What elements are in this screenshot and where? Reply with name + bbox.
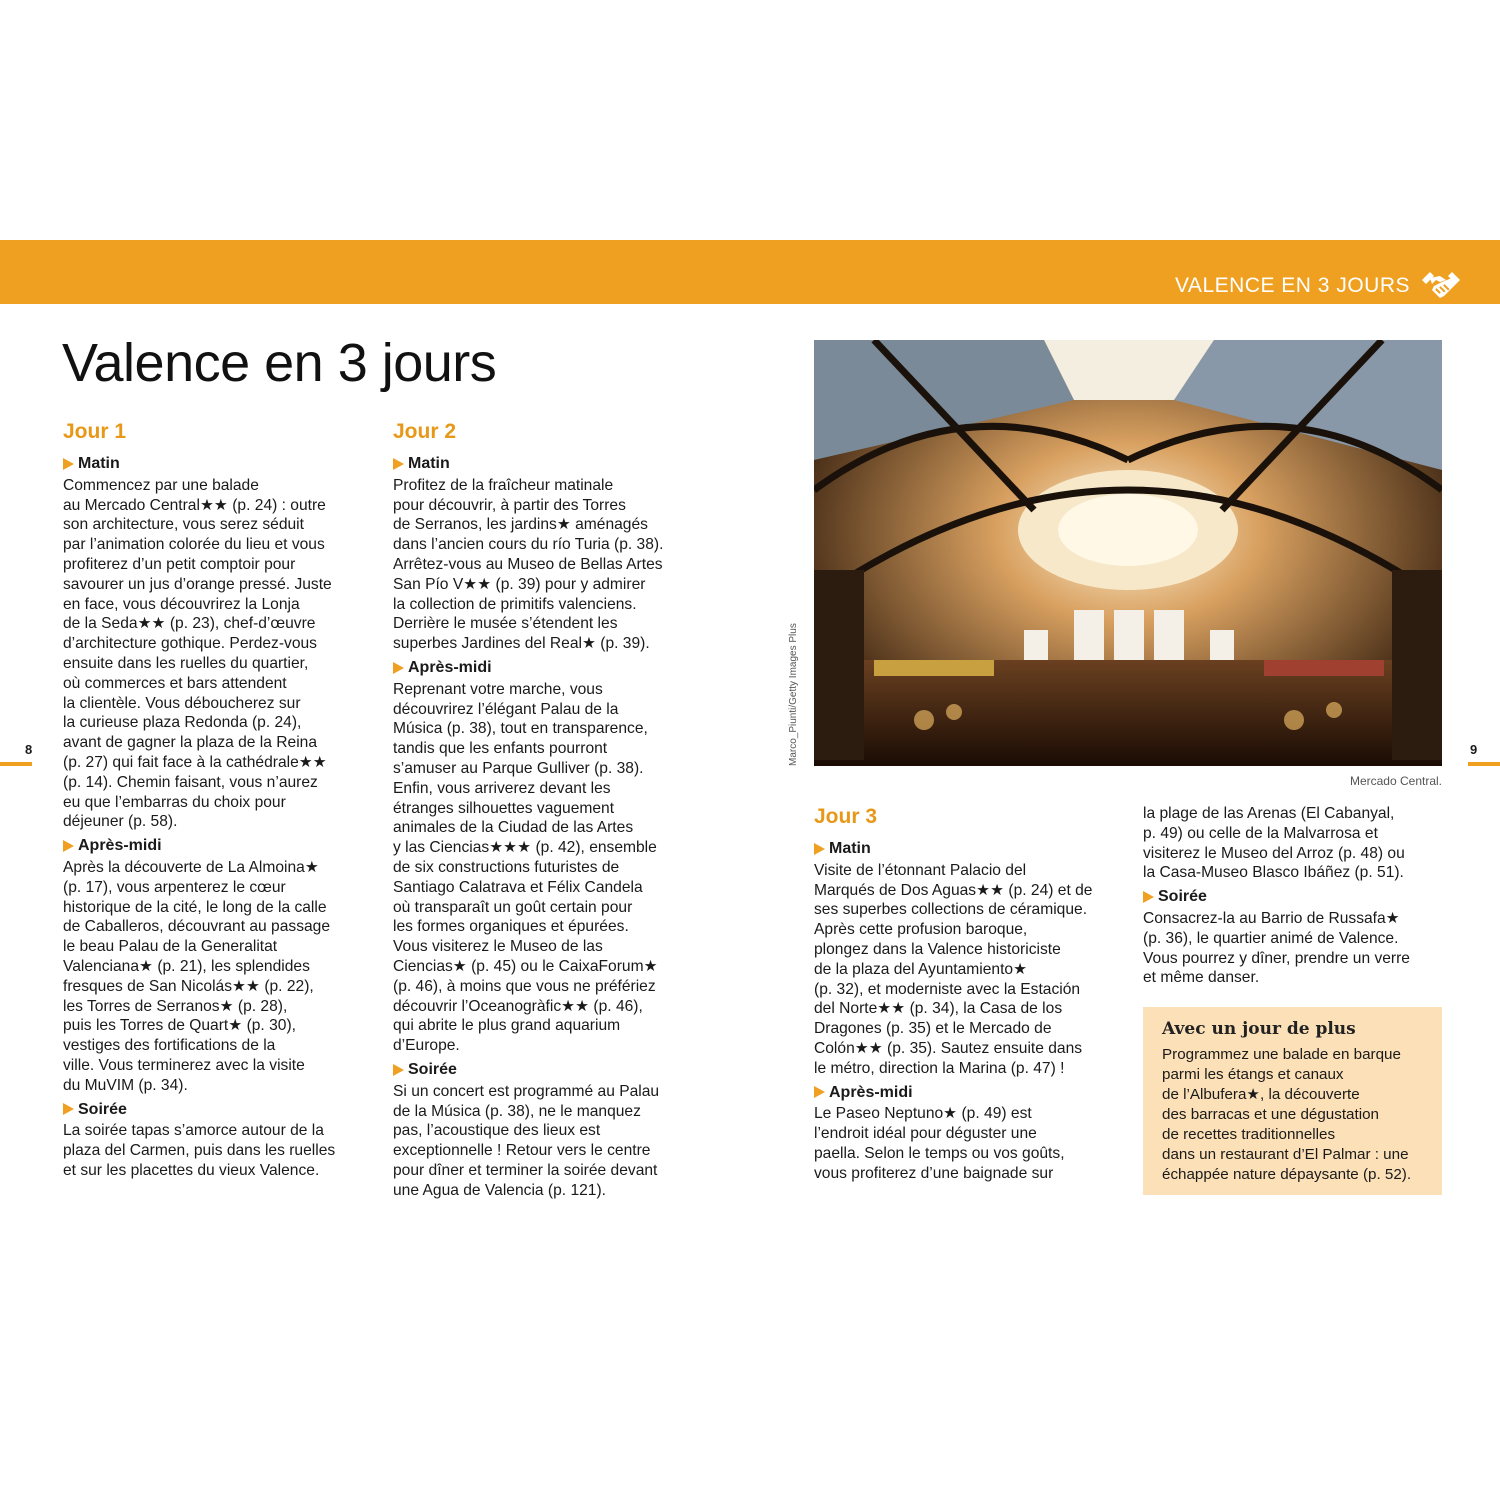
day3-evening-heading: Soirée [1143,887,1443,907]
triangle-bullet-icon [1143,891,1154,903]
day1-afternoon-heading: Après-midi [63,836,368,856]
triangle-bullet-icon [63,458,74,470]
day3-column [814,805,1114,1184]
day2-afternoon-text: Reprenant votre marche, vous découvrirez l’élégant Palau de la Música (p. 38), tout en transparence, tandis que les enfants pourront s’amuser au Parque Gulliver (p. 38). Enfin, vous arriverez devant les étranges silhouettes vaguement animales de la Ciudad de las Artes y las Ciencias★★★ (p. 42), ensemble de six constructions futuristes de Santiago Calatrava et Félix Candela où transparaît un goût certain pour les formes organiques et épurées. Vous visiterez le Museo de las Ciencias★ (p. 45) ou le CaixaForum★ (p. 46), à moins que vous ne préfériez découvrir l’Oceanogràfic★★ (p. 46), qui abrite le plus grand aquarium d’Europe. [393,680,658,1055]
day2-morning-text: Profitez de la fraîcheur matinale pour découvrir, à partir des Torres de Serranos, les jardins★ aménagés dans l’ancien cours du río Turia (p. 38). Arrêtez-vous au Museo de Bellas Artes San Pío V★★ (p. 39) pour y admirer la collection de primitifs valenciens. Derrière le musée s’étendent les superbes Jardines del Real★ (p. 39). [393,476,664,653]
day3-afternoon-text-part1: Le Paseo Neptuno★ (p. 49) est l’endroit idéal pour déguster une paella. Selon le temps ou vos goûts, vous profiterez d’une baignade sur [814,1105,1065,1182]
triangle-bullet-icon [393,1064,404,1076]
extra-day-text: Programmez une balade en barque parmi les étangs et canaux de l’Albufera★, la découverte des barracas et une dégustation de recettes traditionnelles dans un restaurant d’El Palmar : une échappée nature dépaysante (p. 52). [1162,1046,1412,1183]
handshake-icon [1420,268,1462,302]
page-tab-left [0,762,32,766]
section-title: VALENCE EN 3 JOURS [1174,274,1410,297]
day3-evening-text: Consacrez-la au Barrio de Russafa★ (p. 36), le quartier animé de Valence. Vous pourrez y dîner, prendre un verre et même danser. [1143,909,1410,987]
triangle-bullet-icon [63,1103,74,1115]
page-number-left: 8 [25,742,33,757]
day1-afternoon-text: Après la découverte de La Almoina★ (p. 17), vous arpenterez le cœur historique de la cité, le long de la calle de Caballeros, découvrant au passage le beau Palau de la Generalitat Valenciana★ (p. 21), les splendides fresques de San Nicolás★★ (p. 22), les Torres de Serranos★ (p. 28), puis les Torres de Quart★ (p. 30), vestiges des fortifications de la ville. Vous terminerez avec la visite du MuVIM (p. 34). [63,858,331,1094]
day3-morning-heading: Matin [814,839,1114,859]
day3-morning-text: Visite de l’étonnant Palacio del Marqués de Dos Aguas★★ (p. 24) et de ses superbes collections de céramique. Après cette profusion baroque, plongez dans la Valence historiciste de la plaza del Ayuntamiento★ (p. 32), et moderniste avec la Estación del Norte★★ (p. 34), la Casa de los Dragones (p. 35) et le Mercado de Colón★★ (p. 35). Sautez ensuite dans le métro, direction la Marina (p. 47) ! [814,861,1093,1077]
day1-evening-heading: Soirée [63,1100,368,1120]
triangle-bullet-icon [63,840,74,852]
day2-afternoon-heading: Après-midi [393,658,703,678]
page-number-right: 9 [1470,742,1478,757]
triangle-bullet-icon [814,843,825,855]
triangle-bullet-icon [393,662,404,674]
triangle-bullet-icon [814,1086,825,1098]
day2-evening-heading: Soirée [393,1060,703,1080]
day3-afternoon-heading: Après-midi [814,1083,1114,1103]
triangle-bullet-icon [393,458,404,470]
day2-column [393,420,703,1200]
day2-title: Jour 2 [393,420,457,443]
day1-column [63,420,368,1181]
photo-caption: Mercado Central. [1349,774,1442,788]
mercado-central-photo [814,340,1442,766]
photo-credit: Marco_Piunti/Getty Images Plus [788,623,799,766]
page-title: Valence en 3 jours [62,333,497,393]
day3-column-continued [1143,804,1443,988]
day1-evening-text: La soirée tapas s’amorce autour de la plaza del Carmen, puis dans les ruelles et sur les placettes du vieux Valence. [63,1122,336,1179]
day1-title: Jour 1 [63,420,127,443]
day2-morning-heading: Matin [393,454,703,474]
day1-morning-text: Commencez par une balade au Mercado Central★★ (p. 24) : outre son architecture, vous serez séduit par l’animation colorée du lieu et vous profiterez d’un petit comptoir pour savourer un jus d’orange pressé. Juste en face, vous découvrirez la Lonja de la Seda★★ (p. 23), chef-d’œuvre d’architecture gothique. Perdez-vous ensuite dans les ruelles du quartier, où commerces et bars attendent la clientèle. Vous déboucherez sur la curieuse plaza Redonda (p. 24), avant de gagner la plaza de la Reina (p. 27) qui fait face à la cathédrale★★ (p. 14). Chemin faisant, vous n’aurez eu que l’embarras du choix pour déjeuner (p. 58). [63,476,332,831]
day3-title: Jour 3 [814,805,878,828]
day3-afternoon-text-part2: la plage de las Arenas (El Cabanyal, p. 49) ou celle de la Malvarrosa et visiterez le Museo del Arroz (p. 48) ou la Casa-Museo Blasco Ibáñez (p. 51). [1143,805,1405,882]
day1-morning-heading: Matin [63,454,368,474]
extra-day-title: Avec un jour de plus [1162,1019,1356,1039]
day2-evening-text: Si un concert est programmé au Palau de la Música (p. 38), ne le manquez pas, l’acoustique des lieux est exceptionnelle ! Retour vers le centre pour dîner et terminer la soirée devant une Agua de Valencia (p. 121). [393,1082,660,1199]
page-tab-right [1468,762,1500,766]
